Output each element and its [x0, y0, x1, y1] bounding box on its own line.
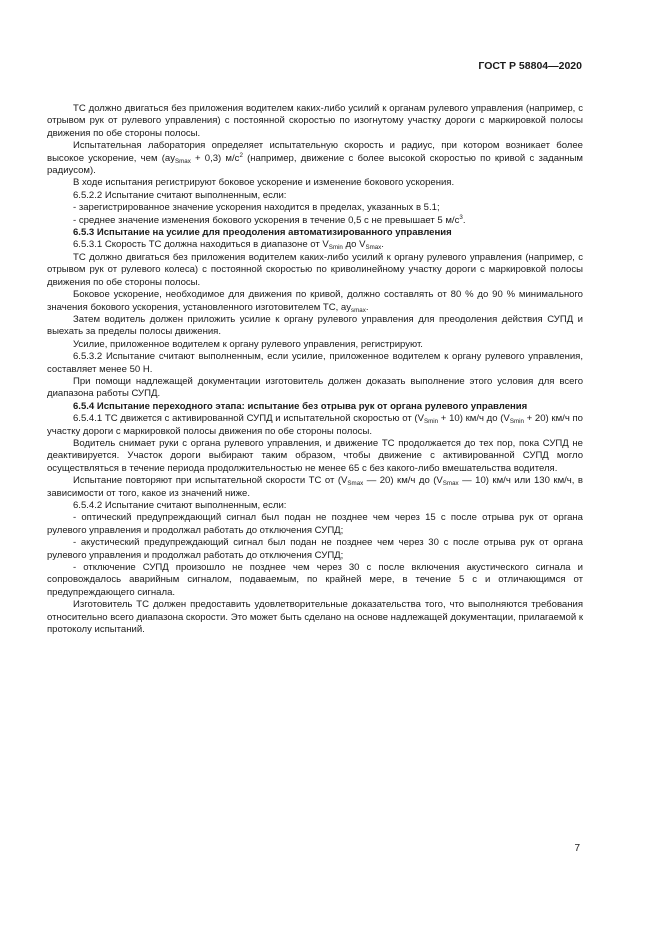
paragraph: 6.5.4.1 ТС движется с активированной СУПД и испытательной скоростью от $(V_{Smin} + 10)$ км/ч до $(V_{Smin} + 20)$ км/ч по участку дороги с маркировкой полосы движения по обе стороны полосы.	[47, 413, 583, 437]
paragraph: Испытание повторяют при испытательной скорости ТС от ($V_{Smax}$ — 20) км/ч до ($V_{Smax}$ — 10) км/ч или 130 км/ч, в зависимости от того, какое из значений ниже.	[47, 475, 583, 499]
paragraph: - среднее значение изменения бокового ускорения в течение 0,5 с не превышает 5 $м/с^3$.	[73, 213, 466, 226]
section-heading: 6.5.3 Испытание на усилие для преодоления автоматизированного управления	[73, 227, 452, 239]
paragraph: 6.5.3.1 Скорость ТС должна находиться в диапазоне от $V_{Smin}$ до $V_{Smax}$.	[73, 239, 384, 252]
paragraph: ТС должно двигаться без приложения водителем каких-либо усилий к органам рулевого управления (например, с отрывом рук от рулевого управления) с постоянной скоростью по изогнутому участку дороги с маркировкой полосы движения по обе стороны полосы.	[47, 103, 583, 139]
document-header: ГОСТ Р 58804—2020	[478, 60, 582, 72]
paragraph: - зарегистрированное значение ускорения находится в пределах, указанных в 5.1;	[73, 202, 440, 214]
document-body	[47, 103, 583, 636]
paragraph: При помощи надлежащей документации изготовитель должен доказать выполнение этого условия для всего диапазона работы СУПД.	[47, 375, 583, 400]
paragraph: - акустический предупреждающий сигнал был подан не позднее чем через 30 с после отрыва рук от органа рулевого управления и продолжал работать до отключения СУПД;	[47, 537, 583, 561]
section-heading: 6.5.4 Испытание переходного этапа: испытание без отрыва рук от органа рулевого управления	[73, 400, 528, 412]
paragraph: ТС должно двигаться без приложения водителем каких-либо усилий к органу рулевого управления (например, с отрывом рук от рулевого колеса) с постоянной скоростью по криволинейному участку дороги с маркировкой полосы движения по обе стороны полосы.	[47, 251, 583, 288]
page-number: 7	[574, 843, 580, 854]
paragraph: - отключение СУПД произошло не позднее чем через 30 с после включения акустического сигнала и сопровождалось аварийным сигналом, подаваемым, по крайней мере, в течение 5 с и отличающимся от предупреждающего сигнала.	[47, 562, 583, 598]
paragraph: 6.5.2.2 Испытание считают выполненным, если:	[73, 189, 287, 201]
paragraph: Затем водитель должен приложить усилие к органу рулевого управления для преодоления действия СУПД и выехать за пределы полосы движения.	[47, 313, 583, 338]
paragraph: 6.5.3.2 Испытание считают выполненным, если усилие, приложенное водителем к органу рулевого управления, составляет менее 50 Н.	[47, 351, 583, 375]
paragraph: В ходе испытания регистрируют боковое ускорение и изменение бокового ускорения.	[73, 177, 455, 189]
paragraph: - оптический предупреждающий сигнал был подан не позднее чем через 15 с после отрыва рук от органа рулевого управления и продолжал работать до отключения СУПД;	[47, 512, 583, 536]
paragraph: Водитель снимает руки с органа рулевого управления, и движение ТС продолжается до тех пор, пока СУПД не деактивируется. Участок дороги выбирают таким образом, чтобы движение с активированной СУПД могло осуществляться в течение периода продолжительностью не менее 65 с без какого-либо вмешательства водителя.	[47, 437, 583, 474]
paragraph: Боковое ускорение, необходимое для движения по кривой, должно составлять от 80 % до 90 % минимального значения бокового ускорения, установленного изготовителем ТС, $ay_{smax}$.	[47, 289, 583, 314]
paragraph: Изготовитель ТС должен предоставить удовлетворительные доказательства того, что выполняются требования относительно всего диапазона скорости. Это может быть сделано на основе надлежащей документации, прилагаемой к протоколу испытаний.	[47, 599, 583, 636]
paragraph: Испытательная лаборатория определяет испытательную скорость и радиус, при котором возникает более высокое ускорение, чем $(ay_{Smax} + 0,3)$ $м/с^2$ (например, движение с более высокой скоростью по кривой с заданным радиусом).	[47, 140, 583, 177]
paragraph: 6.5.4.2 Испытание считают выполненным, если:	[73, 500, 287, 511]
paragraph: Усилие, приложенное водителем к органу рулевого управления, регистрируют.	[73, 338, 423, 350]
